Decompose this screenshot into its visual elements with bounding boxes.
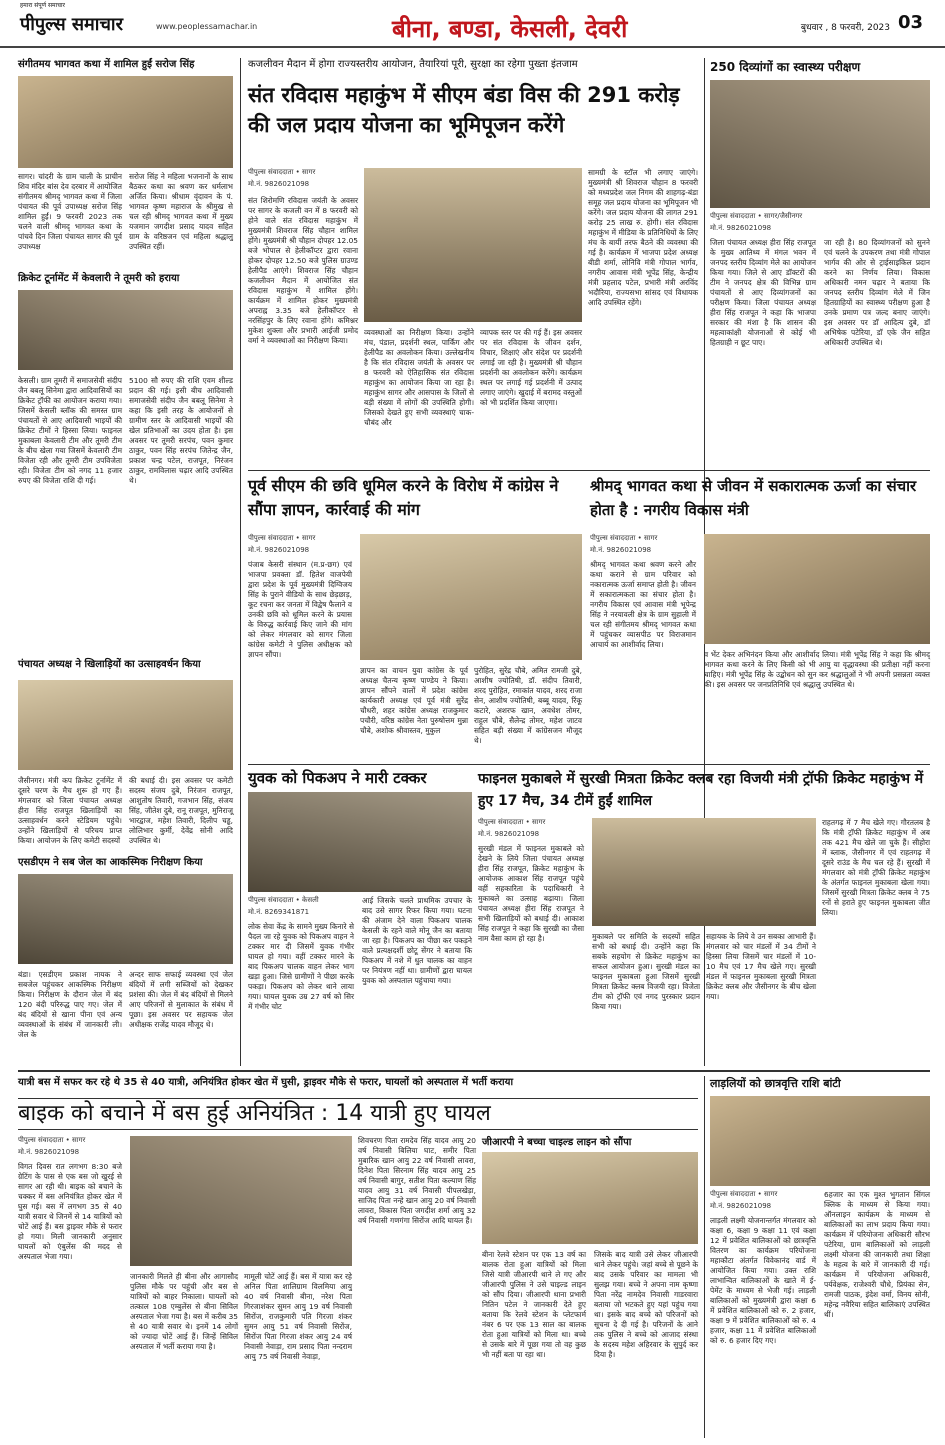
byline: पीपुल्स संवाददाता • सागर bbox=[710, 1190, 778, 1198]
article-body: सहायक के लिये वे उन सबका आभारी हैं। मंगलवार को चार मंडलों में 34 टीमों ने हिस्सा लिया जिसमें चार मंडलों में 10-10 मैच एवं 17 मैच खेले गए। सुरखी मंडल में फाइनल मुकाबला सुरखी मित्रता क्रिकेट क्लब और जैसीनगर के बीच खेला गया। bbox=[706, 932, 816, 1001]
page-number: 03 bbox=[898, 12, 924, 33]
article-headline: जीआरपी ने बच्चा चाइल्ड लाइन को सौंपा bbox=[482, 1137, 632, 1148]
article-body: केसली। ग्राम तूमरी में समाजसेवी संदीप जैन बबलू सिनेमा द्वारा आदिवासियों का क्रिकेट ट्रॉफी का आयोजन कराया गया। जिसमें केसली ब्लॉक की समस्त ग्राम पंचायतों से आए आदिवासी भाइयों की क्रिकेट टीमों ने हिस्सा लिया। फाइनल मुकाबला केवलारी टीम और तूमरी टीम के बीच खेला गया जिसमें केवलारी टीम विजेता रही और तूमरी टीम उपविजेता रही। विजेता टीम को नगद 11 हजार रुपए की विजेता राशि दी गई। bbox=[18, 376, 122, 485]
article-body: लाड़ली लक्ष्मी योजनान्तर्गत मंगलवार को कक्षा 6, कक्षा 9 कक्षा 11 एवं कक्षा 12 में प्रवेशित बालिकाओं को छात्रवृत्ति वितरण का कार्यक्रम परियोजना महाकौटा अंतर्गत विवेकानंद वार्ड में आयोजित किया गया। उक्त राशि लाभान्वित बालिकाओं के खाते में ई-पेमेंट के माध्यम से भेजी गई। लाड़ली बालिकाओं को मुख्यमंत्री द्वारा कक्षा 6 में प्रवेशित बालिकाओं को रु. 2 हजार, कक्षा 9 में प्रवेशित बालिकाओं को रु. 4 हजार, कक्षा 11 में प्रवेशित बालिकाओं को रु. 6 हजार दिए गए। bbox=[710, 1216, 816, 1345]
reporter-mobile: मो.नं. 9826021098 bbox=[710, 224, 772, 232]
ladli-story bbox=[710, 1076, 930, 1438]
article-body: व्यापक स्तर पर की गई हैं। इस अवसर पर संत रविदास के जीवन दर्शन, विचार, शिक्षाएं और संदेश पर प्रदर्शनी लगाई जा रही है। मुख्यमंत्री श्री चौहान प्रदर्शनी का अवलोकन करेंगे। कार्यक्रम स्थल पर लगाई गई प्रदर्शनी में उत्पाद लगाए जाएंगे। खुदाई में बरामद वस्तुओं को भी प्रदर्शित किया जाएगा। bbox=[480, 328, 582, 407]
bus-accident-story bbox=[18, 1076, 698, 1438]
article-body: जैसीनगर। मंत्री कप क्रिकेट टूर्नामेंट में दूसरे चरण के मैच शुरू हो गए हैं। मंगलवार को जिला पंचायत अध्यक्ष हीरा सिंह राजपूत खिलाड़ियों का उत्साहवर्धन करने स्टेडियम पहुंचे। उन्होंने खिलाड़ियों से परिचय प्राप्त किया। आयोजन के लिए कमेटी सदस्यों bbox=[18, 776, 122, 845]
article-body: जानकारी मिलते ही बीना और आगासौद पुलिस मौके पर पहुंची और बस से यात्रियों को बाहर निकाला। घायलों को तत्काल 108 एम्बुलेंस से बीना सिविल अस्पताल भेजा गया है। बस में करीब 35 से 40 यात्री सवार थे। इनमें 14 लोगों को ज्यादा चोटें आई हैं। जिन्हें सिविल अस्पताल में भर्ती कराया गया है। bbox=[130, 1272, 238, 1351]
article-headline: 250 दिव्यांगों का स्वास्थ्य परीक्षण bbox=[710, 60, 861, 74]
congress-story bbox=[248, 474, 582, 760]
pickup-story bbox=[248, 768, 472, 1066]
article-body: बीना रेलवे स्टेशन पर एक 13 वर्ष का बालक रोता हुआ यात्रियों को मिला जिसे यात्री जीआरपी थाने ले गए और जीआरपी पुलिस ने उसे चाइल्ड लाइन को सौंप दिया। जीआरपी थाना प्रभारी नितिन पटेल ने जानकारी देते हुए बताया कि रेलवे स्टेशन के प्लेटफार्म नंबर 6 पर एक 13 साल का बालक रोता हुआ यात्रियों को मिला था। बच्चे से उसके बारे में पूछा गया तो वह कुछ भी नहीं बता पा रहा था। bbox=[482, 1250, 586, 1359]
section-divider bbox=[18, 1070, 930, 1072]
byline: पीपुल्स संवाददाता • सागर bbox=[590, 534, 658, 542]
photo-child-grp bbox=[482, 1152, 698, 1244]
photo-sub-jail bbox=[18, 874, 233, 964]
article-body: सुरखी मंडल में फाइनल मुकाबले को देखने के लिये जिला पंचायत अध्यक्ष हीरा सिंह राजपूत, क्रिकेट महाकुंभ के आयोजक आकाश सिंह राजपूत पहुंचे वहीं सहकारिता के पदाधिकारी ने मुकाबले का उत्साह बढ़ाया। जिला पंचायत अध्यक्ष हीरा सिंह राजपूत ने सभी खिलाड़ियों को बधाई दी। आकाश सिंह राजपूत ने कहा कि सुरखी का जैसा नाम वैसा काम हो रहा है। bbox=[478, 844, 584, 943]
article-body: मामूली चोटें आई हैं। बस में यात्रा कर रहे अनिल पिता शालिग्राम विलमिया आयु 40 वर्ष निवासी बीना, नरेश पिता गिरजाशंकर सुमन आयु 19 वर्ष निवासी सिरोंज, राजकुमारी पति गिरजा शंकर सुमन आयु 51 वर्ष निवासी सिरोंज, सिरोंज पिता गिरजा शंकर आयु 24 वर्ष निवासी नेवाड़ा, राम प्रसाद पिता नन्दराम आयु 75 वर्ष निवासी नेवाड़ा, bbox=[244, 1272, 352, 1361]
right-column bbox=[710, 58, 930, 468]
article-headline: क्रिकेट टूर्नामेंट में केवलारी ने तूमरी को हराया bbox=[18, 273, 180, 284]
reporter-mobile: मो.नं. 9826021098 bbox=[710, 1202, 772, 1210]
photo-venue-inspection bbox=[364, 168, 582, 322]
masthead bbox=[0, 0, 945, 48]
article-body: अन्दर साफ सफाई व्यवस्था एवं जेल बंदियों में लगी सब्जियों को देखकर प्रशंसा की। जेल में बंद बंदियों से मिलने आए परिजनों से मुलाकात के संबंध में पूछा। इस अवसर पर सहायक जेल अधीक्षक राजेंद्र यादव मौजूद थे। bbox=[129, 970, 233, 1029]
article-body: आई जिसके चलते प्राथमिक उपचार के बाद उसे सागर रिफर किया गया। घटना की अंजाम देने वाला पिकअप चालक केसली के रहने वाले मोनू जैन का बताया जा रहा है। पिकअप का पीछा कर पकड़ने वाले प्रत्यक्षदर्शी छोटू सेंगर ने बताया कि पिकअप में नशे में धुत चालक का वाहन पर नियंत्रण नहीं था। ग्रामीणों द्वारा घायल युवक को अस्पताल पहुंचाया गया। bbox=[362, 896, 472, 985]
article-body: की बधाई दी। इस अवसर पर कमेटी सदस्य संजय दुबे, निरंजन राजपूत, आशुतोष तिवारी, गजभान सिंह, संजय सिंह, जीतेश दुबे, रानू राजपूत, मुनिराजू भारद्वाज, महेश तिवारी, दिलीप चड्ढ, लोलिभार कुर्मी, देवेंद्र सोनी आदि उपस्थित थे। bbox=[129, 776, 233, 845]
article-body: जा रही है। 80 दिव्यांगजनों को सुनने एवं चलने के उपकरण तथा मंत्री गोपाल भार्गव की ओर से ट्राईसाइकिल प्रदान करने का निर्णय लिया। विकास अधिकारी नमन चढ़ार ने बताया कि जनपद स्तरीय दिव्यांग मेले में जिन हितग्राहियों का स्वास्थ्य परीक्षण हुआ है उनके प्रमाण पत्र जल्द बनाए जाएंगे। इस अवसर पर डॉ आदित्य दुबे, डॉ अभिषेक पटेरिया, डॉ एके जैन सहित अधिकारी उपस्थित थे। bbox=[824, 238, 930, 347]
article-body: 5100 सौ रुपए की राशि एवम शील्ड प्रदान की गई। इसी बीच आदिवासी समाजसेवी संदीप जैन बबलू सिनेमा ने कहा कि इसी तरह के आयोजनों से ग्रामीण स्तर के आदिवासी भाइयों की खेल प्रतिभाओं का उदय होता है। इस अवसर पर तूमरी सरपंच, पवन कुमार ठाकुर, पवन सिंह सरपंच जितेन्द्र जैन, प्रकाश चन्द्र पटेल, राजपूत, निरंजन ठाकुर, रामविलास चढ़ार आदि उपस्थित थे। bbox=[129, 376, 233, 485]
photo-ladli-girls bbox=[710, 1096, 930, 1186]
lead-headline: संत रविदास महाकुंभ में सीएम बंडा विस की 291 करोड़ की जल प्रदाय योजना का भूमिपूजन करेंगे bbox=[248, 83, 680, 137]
article-body: संत शिरोमणि रविदास जयंती के अवसर पर सागर के कजली वन में 8 फरवरी को होने वाले संत रविदास महाकुंभ में मुख्यमंत्री शिवराज सिंह चौहान शामिल होंगे। मुख्यमंत्री श्री चौहान दोपहर 12.05 बजे भोपाल से हेलीकॉप्टर द्वारा रवाना होकर दोपहर 12.50 बजे पुलिस ग्राउण्ड हेलीपैड आएंगे। शिवराज सिंह चौहान कजलीवन मैदान में आयोजित संत रविदास महाकुंभ में शामिल होंगे। कार्यक्रम में शामिल होकर मुख्यमंत्री अपराह्न 3.35 बजे हेलीकॉप्टर से नरसिंहपुर के लिए रवाना होंगे। कमिश्नर मुकेश शुक्ला और प्रभारी आईजी प्रमोद वर्मा ने व्यवस्थाओं का निरीक्षण किया। bbox=[248, 196, 358, 345]
photo-divyang-camp bbox=[710, 80, 930, 208]
column-divider bbox=[240, 58, 241, 1066]
lead-subhead: कजलीवन मैदान में होगा राज्यस्तरीय आयोजन, तैयारियां पूरी, सुरक्षा का रहेगा पुख्ता इंतजाम bbox=[248, 59, 578, 70]
cricket-final-story bbox=[478, 768, 930, 1066]
article-subhead: यात्री बस में सफर कर रहे थे 35 से 40 यात्री, अनियंत्रित होकर खेत में घुसी, ड्राइवर मौके से फरार, घायलों को अस्पताल में भर्ती कराया bbox=[18, 1077, 514, 1088]
reporter-mobile: मो.नं. 9826021098 bbox=[248, 180, 310, 188]
byline: पीपुल्स संवाददाता • सागर bbox=[478, 818, 546, 826]
reporter-mobile: मो.नं. 9826021098 bbox=[590, 546, 652, 554]
byline: पीपुल्स संवाददाता • सागर bbox=[18, 1136, 86, 1144]
logo-tagline: हमारा संपूर्ण समाचार bbox=[20, 2, 65, 9]
reporter-mobile: मो.नं. 8269341871 bbox=[248, 908, 310, 916]
article-headline: बाइक को बचाने में बस हुई अनियंत्रित : 14 यात्री हुए घायल bbox=[18, 1098, 698, 1130]
article-headline: पंचायत अध्यक्ष ने खिलाड़ियों का उत्साहवर्धन किया bbox=[18, 659, 201, 670]
reporter-mobile: मो.नं. 9826021098 bbox=[478, 830, 540, 838]
article-body: सागर। चांदरी के ग्राम चाली के प्राचीन शिव मंदिर बांस देव दरबार में आयोजित संगीतमय श्रीमद् भागवत कथा में जिला पंचायत की पूर्व उपाध्यक्ष सरोज सिंह शामिल हुईं। 9 फरवरी 2023 तक चलने वाली श्रीमद् भागवत कथा के पांचवे दिन जिला पंचायत सागर की पूर्व उपाध्यक्ष bbox=[18, 172, 122, 251]
article-body: जिसके बाद यात्री उसे लेकर जीआरपी थाने लेकर पहुंचे। जहां बच्चे से पूछने के बाद उसके परिवार का मामला भी सुलझ गया। बच्चे ने अपना नाम कृष्णा पिता नरेंद्र नामदेव निवासी गाडरवारा बताया जो भटकते हुए यहां पहुंच गया था। इसके बाद बच्चे को परिजनों को सूचना दे दी गई है। परिजनों के आने तक पुलिस ने बच्चे को आजाद संस्था के सदस्य महेश अहिरवार के सुपुर्द कर दिया है। bbox=[594, 1250, 698, 1359]
article-body: पंजाब केसरी संस्थान (म.प्र-छग) एवं भाजपा प्रवक्ता डॉ. हितेश वाजपेयी द्वारा प्रदेश के पूर्व मुख्यमंत्री दिग्विजय सिंह के पुराने वीडियो के साथ छेड़छाड़, कूट रचना कर जनता में विद्वेष फैलाने व उनकी छवि को धूमिल करने के प्रयास के विरुद्ध कार्रवाई किए जाने की मांग को लेकर मंगलवार को सागर जिला कांग्रेस कमेटी ने पुलिस अधीक्षक को ज्ञापन सौंपा। bbox=[248, 560, 352, 659]
logo-text: पीपुल्स समाचार bbox=[20, 14, 123, 35]
edition-banner: बीना, बण्डा, केसली, देवरी bbox=[392, 15, 628, 43]
article-body: व्यवस्थाओं का निरीक्षण किया। उन्होंने मंच, पंडाल, प्रदर्शनी स्थल, पार्किंग और हेलीपैड का अवलोकन किया। उल्लेखनीय है कि संत रविदास जयंती के अवसर पर 8 फरवरी को ऐतिहासिक संत रविदास महाकुंभ का आयोजन किया जा रहा है। महाकुंभ सागर और आसपास के जिलों से बड़ी संख्या में लोगों की उपस्थिति होगी। जिसको देखते हुए सभी व्यवस्थाएं चाक-चौबंद और bbox=[364, 328, 474, 427]
article-headline: पूर्व सीएम की छवि धूमिल करने के विरोध में कांग्रेस ने सौंपा ज्ञापन, कार्रवाई की मांग bbox=[248, 476, 559, 519]
photo-cricket-stage bbox=[18, 680, 233, 770]
byline: पीपुल्स संवाददाता • सागर bbox=[248, 168, 316, 176]
reporter-mobile: मो.नं. 9826021098 bbox=[18, 1148, 80, 1156]
article-body: सरोज सिंह ने महिला भजनानों के साथ बैठकर कथा का श्रवण कर धर्मलाभ अर्जित किया। श्रीधाम वृंदावन के पं. भागवत कृष्ण महाराज के श्रीमुख से चल रही श्रीमद् भागवत कथा में मुख्य यजमान जगदीश प्रसाद यादव सहित ग्राम के वरिष्ठजन एवं महिला श्रद्धालु उपस्थित रहीं। bbox=[129, 172, 233, 251]
photo-bhagwat-minister bbox=[704, 534, 930, 644]
article-body: ज्ञापन का वाचन युवा कांग्रेस के पूर्व अध्यक्ष चैतन्य कृष्ण पाण्डेय ने किया। ज्ञापन सौंपने वालों में प्रदेश कांग्रेस कार्यकारी अध्यक्ष एवं पूर्व मंत्री सुरेंद्र चौधरी, शहर कांग्रेस अध्यक्ष राजकुमार पचौरी, वरिष्ठ कांग्रेस नेता पुरुषोत्तम मुन्ना चौबे, अशोक श्रीवास्तव, मुकुल bbox=[360, 666, 468, 735]
article-body: लोक सेवा केंद्र के सामने मुख्य किनारे से पैदल जा रहे युवक को पिकअप वाहन ने टक्कर मार दी जिसमें युवक गंभीर घायल हो गया। वहीं टक्कर मारने के बाद पिकअप चालक वाहन लेकर भाग खड़ा हुआ। जिसे ग्रामीणों ने पीछा करके पकड़ा। पिकअप को लेकर थाने लाया गया। घायल युवक उम्र 27 वर्ष को सिर में गंभीर चोट bbox=[248, 922, 354, 1011]
article-headline: फाइनल मुकाबले में सुरखी मित्रता क्रिकेट क्लब रहा विजयी मंत्री ट्रॉफी क्रिकेट महाकुंभ में हुए 17 मैच, 34 टीमें हुईं शामिल bbox=[478, 771, 924, 809]
article-headline: एसडीएम ने सब जेल का आकस्मिक निरीक्षण किया bbox=[18, 857, 203, 868]
byline: पीपुल्स संवाददाता • सागर/जैसीनगर bbox=[710, 212, 803, 220]
article-body: शिवचरण पिता रामदेव सिंह यादव आयु 20 वर्ष निवासी बिलिया घाट, समीर पिता मुबारिक खान आयु 22 वर्ष निवासी लावरा, दिनेश पिता सिरनाम सिंह यादव आयु 25 वर्ष निवासी बागुर, सतीश पिता कल्याण सिंह यादव आयु 31 वर्ष निवासी पीपलखेड़ा, साजिद पिता नन्हे खान आयु 20 वर्ष निवासी लावरा, विकास पिता जगदीश शर्मा आयु 32 वर्ष निवासी गणगंगा सिरोंज आदि घायल हैं। bbox=[358, 1136, 476, 1225]
photo-bhagwat-katha bbox=[18, 76, 233, 168]
article-body: जिला पंचायत अध्यक्ष हीरा सिंह राजपूत के मुख्य आतिथ्य में मंगल भवन में जनपद स्तरीय दिव्यांग मेले का आयोजन किया गया। जिले से आए डॉक्टरों की टीम ने जनपद क्षेत्र की विभिन्न ग्राम पंचायतों से आए दिव्यांगजनों का परीक्षण किया। जिला पंचायत अध्यक्ष हीरा सिंह राजपूत ने कहा कि भाजपा सरकार की मंशा है कि शासन की महत्वाकांक्षी योजनाओं से कोई भी हितग्राही न छूट पाए। bbox=[710, 238, 816, 347]
reporter-mobile: मो.नं. 9826021098 bbox=[248, 546, 310, 554]
article-headline: संगीतमय भागवत कथा में शामिल हुईं सरोज सिंह bbox=[18, 59, 195, 70]
issue-date: बुधवार , 8 फरवरी, 2023 bbox=[800, 23, 890, 33]
section-divider bbox=[248, 764, 930, 765]
photo-cricket-trophy bbox=[592, 818, 816, 926]
article-headline: श्रीमद् भागवत कथा से जीवन में सकारात्मक ऊर्जा का संचार होता है : नगरीय विकास मंत्री bbox=[590, 477, 917, 519]
newspaper-logo bbox=[20, 2, 152, 38]
photo-memorandum bbox=[360, 534, 582, 660]
article-body: राहतगढ़ में 7 मैच खेले गए। गौरतलब है कि मंत्री ट्रॉफी क्रिकेट महाकुंभ में अब तक 421 मैच खेले जा चुके हैं। सीहोरा में ब्लाक, जैसीनगर में एवं राहतगढ़ में दूसरे राउंड के मैच चल रहे हैं। सुरखी में मंगलवार को मंत्री ट्रॉफी क्रिकेट महाकुंभ के अंतर्गत फाइनल मुकाबला खेला गया। जिसमें सुरखी मित्रता क्रिकेट क्लब ने 75 रनों से हराते हुए फाइनल मुकाबला जीत लिया। bbox=[822, 818, 930, 917]
lead-story bbox=[248, 58, 698, 468]
article-body: विगत दिवस रात लगभग 8:30 बजे ग्रेटिंग के पास से एक बस जो खुरई से सागर आ रही थी। बाइक को बचाने के चक्कर में बस अनियंत्रित होकर खेत में घुस गई। बस में लगभग 35 से 40 यात्री सवार थे जिनमें से 14 यात्रियों को चोटें आई हैं। बस ड्राइवर मौके से फरार हो गया। मिली जानकारी अनुसार घायलों को एंबुलेंस की मदद से अस्पताल भेजा गया। bbox=[18, 1162, 122, 1261]
article-body: पुरोहित, सुरेंद्र चौबे, अमित रामजी दुबे, आशीष ज्योतिषी, डॉ. संदीप तिवारी, शरद पुरोहित, रमाकांत यादव, शरद राजा सेन, आशीष ज्योतिषी, बब्बू यादव, रिंकू कटारे, अशरफ खान, अवधेश तोमर, राहुल चौबे, सैलेन्द्र तोमर, महेश जाटव सहित बड़ी संख्या में कांग्रेसजन मौजूद थे। bbox=[474, 666, 582, 745]
photo-cricket-prize bbox=[18, 290, 233, 370]
website-url[interactable]: www.peoplessamachar.in bbox=[156, 22, 258, 31]
section-divider bbox=[248, 470, 930, 471]
article-body: सामग्री के स्टॉल भी लगाए जाएंगे। मुख्यमंत्री श्री शिवराज चौहान 8 फरवरी को मध्यप्रदेश जल निगम की शाहगढ़-बंडा समूह जल प्रदाय योजना का भूमिपूजन भी करेंगे। जल प्रदाय योजना की लागत 291 करोड़ 25 लाख रु. होगी। संत रविदास महाकुंभ में मीडिया के प्रतिनिधियों के लिए मंच के बायीं तरफ बैठने की व्यवस्था की गई है। कार्यक्रम में भाजपा प्रदेश अध्यक्ष बीडी शर्मा, लोनिवि मंत्री गोपाल भार्गव, नगरीय आवास मंत्री भूपेंद्र सिंह, केन्द्रीय मंत्री प्रहलाद पटेल, प्रभारी मंत्री अरविंद भदौरिया, राज्यसभा सांसद एवं विधायक आदि उपस्थित रहेंगे। bbox=[588, 168, 698, 307]
article-body: मुकाबले पर समिति के सदस्यों सहित सभी को बधाई दी। उन्होंने कहा कि सबके सहयोग से क्रिकेट महाकुंभ का सफल आयोजन हुआ। सुरखी मंडल का फाइनल मुकाबला हुआ जिसमें सुरखी मित्रता क्रिकेट क्लब विजयी रहा। विजेता टीम को ट्रॉफी एवं नगद पुरस्कार प्रदान किया गया। bbox=[592, 932, 700, 1011]
bhagwat-story bbox=[590, 474, 930, 760]
byline: पीपुल्स संवाददाता • केसली bbox=[248, 896, 319, 904]
article-body: श्रीमद् भागवत कथा श्रवण करने और कथा कराने से ग्राम परिवार को नकारात्मक ऊर्जा समाप्त होती है। जीवन में सकारात्मकता का संचार होता है। नगरीय विकास एवं आवास मंत्री भूपेन्द्र सिंह ने नरयावली क्षेत्र के ग्राम सुहाली में चल रही संगीतमय श्रीमद् भागवत कथा में पहुंचकर व्यासपीठ पर विराजमान आचार्य का आशीर्वाद लिया। bbox=[590, 560, 696, 649]
article-body: बंडा। एसडीएम प्रकाश नायक ने सबजेल पहुंचकर आकस्मिक निरीक्षण किया। निरीक्षण के दौरान जेल में बंद 120 बंदी परिरुद्ध पाए गए। जेल में बंद बंदियों से खाना पीना एवं अन्य व्यवस्थाओं के संबंध में जानकारी ली। जेल के bbox=[18, 970, 122, 1039]
article-body: 6हजार का एक मुश्त भुगतान सिंगल क्लिक के माध्यम से किया गया। ऑनलाइन कार्यक्रम के माध्यम से बालिकाओं का लाभ प्रदाय किया गया। कार्यक्रम में परियोजना अधिकारी सौरभ पटेरिया, ग्राम बालिकाओं को लाड़ली लक्ष्मी योजना की जानकारी तथा शिक्षा के महत्व के बारे में जानकारी दी गई। कार्यक्रम में परियोजना अधिकारी, पर्यवेक्षक, राजेश्वरी चौधे, प्रियंका सेन, रामजी पाठक, इंदेश वर्मा, विनय सोनी, महेन्द्र नवैरिया सहित बालिकाएं उपस्थित थीं। bbox=[824, 1190, 930, 1319]
left-column bbox=[18, 58, 233, 1066]
photo-injured-youth bbox=[248, 792, 472, 892]
article-headline: लाड़लियों को छात्रवृत्ति राशि बांटी bbox=[710, 1077, 841, 1090]
photo-hospital bbox=[130, 1136, 352, 1266]
article-headline: युवक को पिकअप ने मारी टक्कर bbox=[248, 769, 427, 787]
byline: पीपुल्स संवाददाता • सागर bbox=[248, 534, 316, 542]
article-body: व भेंट देकर अभिनंदन किया और आशीर्वाद लिया। मंत्री भूपेंद्र सिंह ने कहा कि श्रीमद् भागवत कथा करने के लिए किसी को भी आयु या वृद्धावस्था की प्रतीक्षा नहीं करना चाहिए। मंत्री भूपेंद्र सिंह के उद्बोधन को सुन कर श्रद्धालुओं ने भी अपनी प्रसन्नता व्यक्त की। इस अवसर पर जनप्रतिनिधि एवं श्रद्धालु उपस्थित थे। bbox=[704, 650, 930, 689]
column-divider bbox=[704, 1076, 705, 1438]
